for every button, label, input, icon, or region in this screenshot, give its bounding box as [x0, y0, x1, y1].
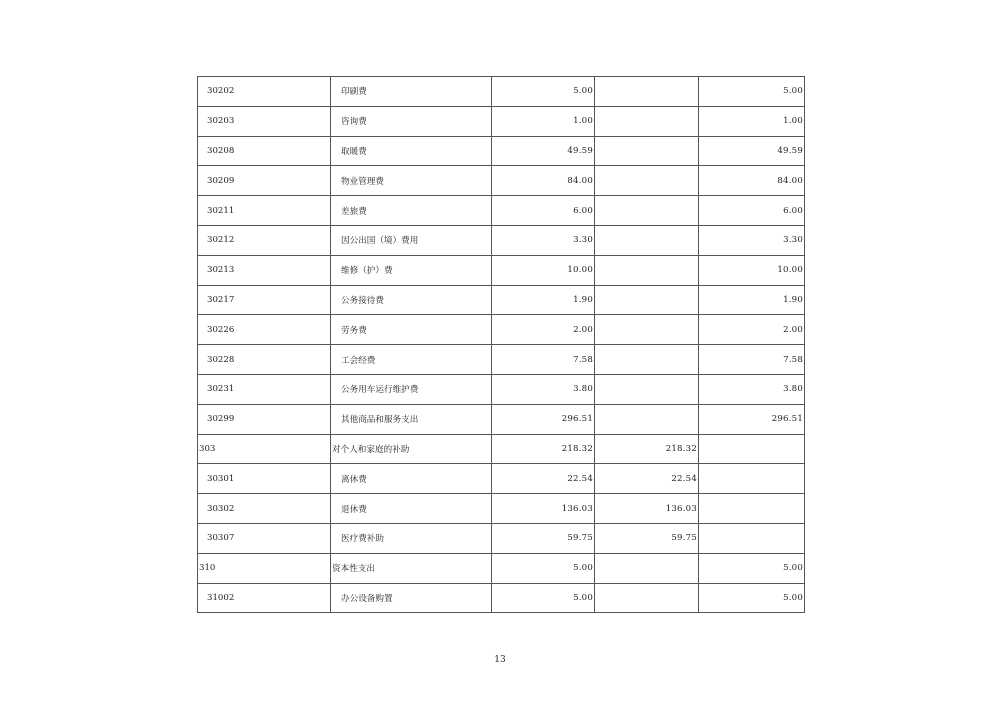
name-cell: 医疗费补助: [331, 523, 492, 553]
budget-expenditure-table: [197, 76, 805, 613]
basic-expenditure-cell: [595, 404, 699, 434]
code-cell: 303: [198, 434, 331, 464]
code-cell: 30299: [198, 404, 331, 434]
code-cell: 30226: [198, 315, 331, 345]
project-expenditure-cell: 84.00: [699, 166, 805, 196]
code-cell: 30203: [198, 106, 331, 136]
project-expenditure-cell: 5.00: [699, 583, 805, 613]
name-cell: 维修（护）费: [331, 255, 492, 285]
table-row: [198, 315, 805, 345]
project-expenditure-cell: [699, 434, 805, 464]
total-cell: 5.00: [492, 553, 595, 583]
project-expenditure-cell: 5.00: [699, 77, 805, 107]
basic-expenditure-cell: [595, 166, 699, 196]
total-cell: 10.00: [492, 255, 595, 285]
basic-expenditure-cell: 22.54: [595, 464, 699, 494]
table-row: [198, 106, 805, 136]
basic-expenditure-cell: [595, 583, 699, 613]
table-row: [198, 553, 805, 583]
name-cell: 公务用车运行维护费: [331, 374, 492, 404]
table-row: [198, 285, 805, 315]
code-cell: 30217: [198, 285, 331, 315]
name-cell: 资本性支出: [331, 553, 492, 583]
table-row: [198, 196, 805, 226]
total-cell: 6.00: [492, 196, 595, 226]
total-cell: 5.00: [492, 77, 595, 107]
basic-expenditure-cell: [595, 77, 699, 107]
name-cell: 因公出国（境）费用: [331, 225, 492, 255]
name-cell: 咨询费: [331, 106, 492, 136]
total-cell: 296.51: [492, 404, 595, 434]
basic-expenditure-cell: [595, 285, 699, 315]
total-cell: 49.59: [492, 136, 595, 166]
project-expenditure-cell: 6.00: [699, 196, 805, 226]
project-expenditure-cell: 49.59: [699, 136, 805, 166]
project-expenditure-cell: [699, 464, 805, 494]
code-cell: 30301: [198, 464, 331, 494]
code-cell: 30208: [198, 136, 331, 166]
name-cell: 劳务费: [331, 315, 492, 345]
total-cell: 1.00: [492, 106, 595, 136]
project-expenditure-cell: [699, 494, 805, 524]
code-cell: 310: [198, 553, 331, 583]
table-row: [198, 494, 805, 524]
code-cell: 30211: [198, 196, 331, 226]
project-expenditure-cell: 296.51: [699, 404, 805, 434]
total-cell: 5.00: [492, 583, 595, 613]
total-cell: 218.32: [492, 434, 595, 464]
project-expenditure-cell: 1.00: [699, 106, 805, 136]
project-expenditure-cell: 10.00: [699, 255, 805, 285]
name-cell: 其他商品和服务支出: [331, 404, 492, 434]
name-cell: 差旅费: [331, 196, 492, 226]
code-cell: 30213: [198, 255, 331, 285]
code-cell: 30307: [198, 523, 331, 553]
project-expenditure-cell: 7.58: [699, 345, 805, 375]
basic-expenditure-cell: 218.32: [595, 434, 699, 464]
name-cell: 离休费: [331, 464, 492, 494]
basic-expenditure-cell: [595, 315, 699, 345]
total-cell: 2.00: [492, 315, 595, 345]
table-row: [198, 583, 805, 613]
table-body: [198, 77, 805, 613]
table-row: [198, 374, 805, 404]
table-row: [198, 345, 805, 375]
table-row: [198, 404, 805, 434]
page-number: 13: [494, 655, 506, 665]
basic-expenditure-cell: [595, 345, 699, 375]
code-cell: 31002: [198, 583, 331, 613]
name-cell: 退休费: [331, 494, 492, 524]
basic-expenditure-cell: [595, 553, 699, 583]
total-cell: 84.00: [492, 166, 595, 196]
project-expenditure-cell: [699, 523, 805, 553]
total-cell: 22.54: [492, 464, 595, 494]
table-row: [198, 136, 805, 166]
table-row: [198, 225, 805, 255]
name-cell: 对个人和家庭的补助: [331, 434, 492, 464]
project-expenditure-cell: 1.90: [699, 285, 805, 315]
total-cell: 3.80: [492, 374, 595, 404]
code-cell: 30302: [198, 494, 331, 524]
name-cell: 工会经费: [331, 345, 492, 375]
basic-expenditure-cell: [595, 136, 699, 166]
basic-expenditure-cell: 136.03: [595, 494, 699, 524]
total-cell: 1.90: [492, 285, 595, 315]
name-cell: 印刷费: [331, 77, 492, 107]
code-cell: 30202: [198, 77, 331, 107]
project-expenditure-cell: 2.00: [699, 315, 805, 345]
basic-expenditure-cell: 59.75: [595, 523, 699, 553]
name-cell: 物业管理费: [331, 166, 492, 196]
name-cell: 取暖费: [331, 136, 492, 166]
basic-expenditure-cell: [595, 106, 699, 136]
code-cell: 30231: [198, 374, 331, 404]
total-cell: 3.30: [492, 225, 595, 255]
basic-expenditure-cell: [595, 374, 699, 404]
code-cell: 30212: [198, 225, 331, 255]
total-cell: 59.75: [492, 523, 595, 553]
table-row: [198, 255, 805, 285]
project-expenditure-cell: 3.80: [699, 374, 805, 404]
table-row: [198, 166, 805, 196]
basic-expenditure-cell: [595, 196, 699, 226]
name-cell: 公务接待费: [331, 285, 492, 315]
name-cell: 办公设备购置: [331, 583, 492, 613]
basic-expenditure-cell: [595, 255, 699, 285]
project-expenditure-cell: 5.00: [699, 553, 805, 583]
table-row: [198, 523, 805, 553]
total-cell: 7.58: [492, 345, 595, 375]
project-expenditure-cell: 3.30: [699, 225, 805, 255]
table-row: [198, 464, 805, 494]
table-row: [198, 434, 805, 464]
code-cell: 30228: [198, 345, 331, 375]
basic-expenditure-cell: [595, 225, 699, 255]
table-row: [198, 77, 805, 107]
total-cell: 136.03: [492, 494, 595, 524]
code-cell: 30209: [198, 166, 331, 196]
